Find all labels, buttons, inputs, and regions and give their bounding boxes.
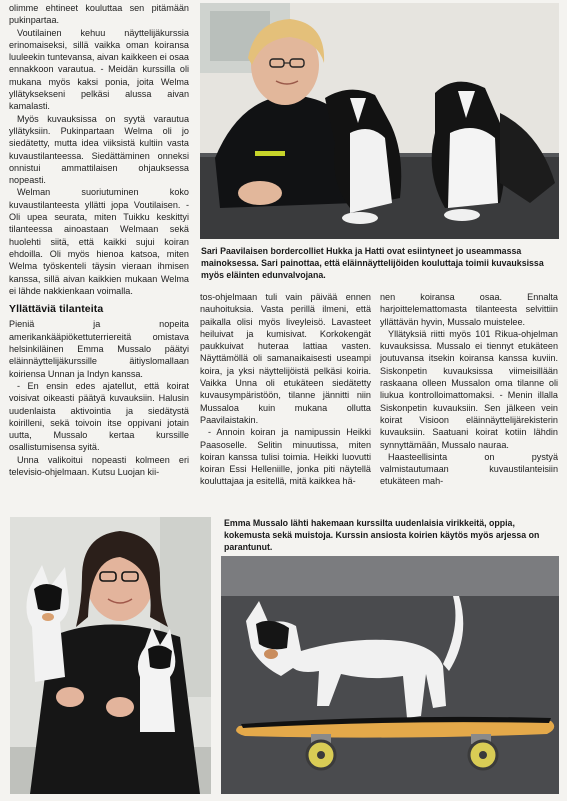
paragraph: tos-ohjelmaan tuli vain päivää ennen nauhoituksia. Vasta perillä ilmeni, että paikalla olisi myös liveyleisö. Lavasteet heiluivat ja kumisivat. Korkokengät paukkuivat huteraa lattiaa vasten. Näyttämöllä oli samanaikaisesti useampi koira, ja yksi näyttelijöistä pelkäsi koiria. Vaikka Unna oli etukäteen siedätetty kuvausympäristöön, tilanne jännitti niin Mussaloa kuin mukana ollutta Paavilaistakin. <box>200 292 371 425</box>
paragraph: Haasteellisinta on pystyä valmistautumaan kuvaustilanteisiin etukäteen mah- <box>380 451 558 487</box>
photo-caption-2: Emma Mussalo lähti hakemaan kurssilta uudenlaisia virikkeitä, oppia, kokemusta sekä muistoja. Kurssin ansiosta koirien käytös myös arjessa on parantunut. <box>224 518 540 552</box>
paragraph: Myös kuvauksissa on syytä varautua yllätyksiin. Pukinpartaan Welma oli jo siedätetty, mutta idea viiksistä kultiin vasta kuvaustilanteessa. Siedättäminen onneksi onnistui ammattilaisen ohjauksessa nopeasti. <box>9 113 189 186</box>
photo-terrier-on-skateboard <box>221 556 559 794</box>
photo-caption-1: Sari Paavilaisen bordercolliet Hukka ja Hatti ovat esiintyneet jo useammassa mainoksessa. Sari painottaa, että eläinnäyttelijöiden kouluttaja toimii kuvauksissa myös eläinten edunvalvojana. <box>201 246 544 280</box>
paragraph: Yllätyksiä riitti myös 101 Rikua-ohjelman kuvauksissa. Mussalo ei tiennyt etukäteen joutuvansa itsekin koiransa kanssa kuviin. Siskonpetin kuvauksissa viimeisillään raskaana olleen Mussalon oma tilanne oli liukua kontrolloimattomaksi. - Menin illalla Siskonpetin kuvauksiin. Sen jälkeen vein koirat Visioon eläinnäyttelijärekisterin kuvauksiin. Saatuani koirat kotiin lähdin synnyttämään, Mussalo nauraa. <box>380 328 558 450</box>
paragraph: - En ensin edes ajatellut, että koirat voisivat oikeasti päätyä kuvauksiin. Halusin uudenlaista aktivointia ja siedätystä koirilleni, sekä toivoin itse oppivani jotain uutta, Mussalo kertaa kurssille osallistumisensa syitä. <box>9 380 189 453</box>
article-column-3 <box>380 291 558 504</box>
photo-woman-with-border-collies <box>200 3 559 239</box>
section-heading: Yllättäviä tilanteita <box>9 303 104 316</box>
paragraph: Welman suoriutuminen koko kuvaustilanteesta yllätti jopa Voutilaisen. - Oli upea seurata, miten Tuikku keskittyi tilanteessa ainoastaan Welmaan sekä huolehti siitä, että kaikki sujui koiran ehdoilla. Oli myös hienoa katsoa, miten Welma työskenteli täysin vieraan ihmisen kanssa, sillä aivan kaikkien mukaan Welma ei lähde nakkienkaan voimalla. <box>9 187 189 296</box>
paragraph: Unna valikoitui nopeasti kolmeen eri televisio-ohjelmaan. Kutsu Luojan kii- <box>9 454 189 477</box>
paragraph: Pieniä ja nopeita amerikankääpiökettuterriereitä omistava helsinkiläinen Emma Mussalo päätyi eläinnäyttelijäkurssille äitiyslomallaan koiriensa Unnan ja Indyn kanssa. <box>9 319 189 379</box>
article-column-1 <box>9 2 189 500</box>
paragraph: olimme ehtineet kouluttaa sen pitämään pukinpartaa. <box>9 3 189 26</box>
paragraph: nen koiransa osaa. Ennalta harjoittelemattomasta tilanteesta selvittiin yllättävän hyvin, Mussalo muistelee. <box>380 292 558 327</box>
article-column-2 <box>200 291 371 504</box>
paragraph: - Annoin koiran ja namipussin Heikki Paasoselle. Selitin minuutissa, miten koiran kanssa tulisi toimia. Heikki luovutti koiran Essi Helleniille, jonka piti näytellä kouluttajaa ja esitellä, mitä kaikkea hä- <box>200 427 371 487</box>
paragraph: Voutilainen kehuu näyttelijäkurssia erinomaiseksi, sillä vaikka oman koiransa luuleekin tuntevansa, aivan kaikkeen ei osaa ennakkoon varautua. - Meidän kurssilla oli mukana myös kaksi ponia, joita Welma yllätyksekseni pelkäsi alussa aivan kamalasti. <box>9 27 189 112</box>
photo-woman-holding-terriers <box>10 517 211 794</box>
